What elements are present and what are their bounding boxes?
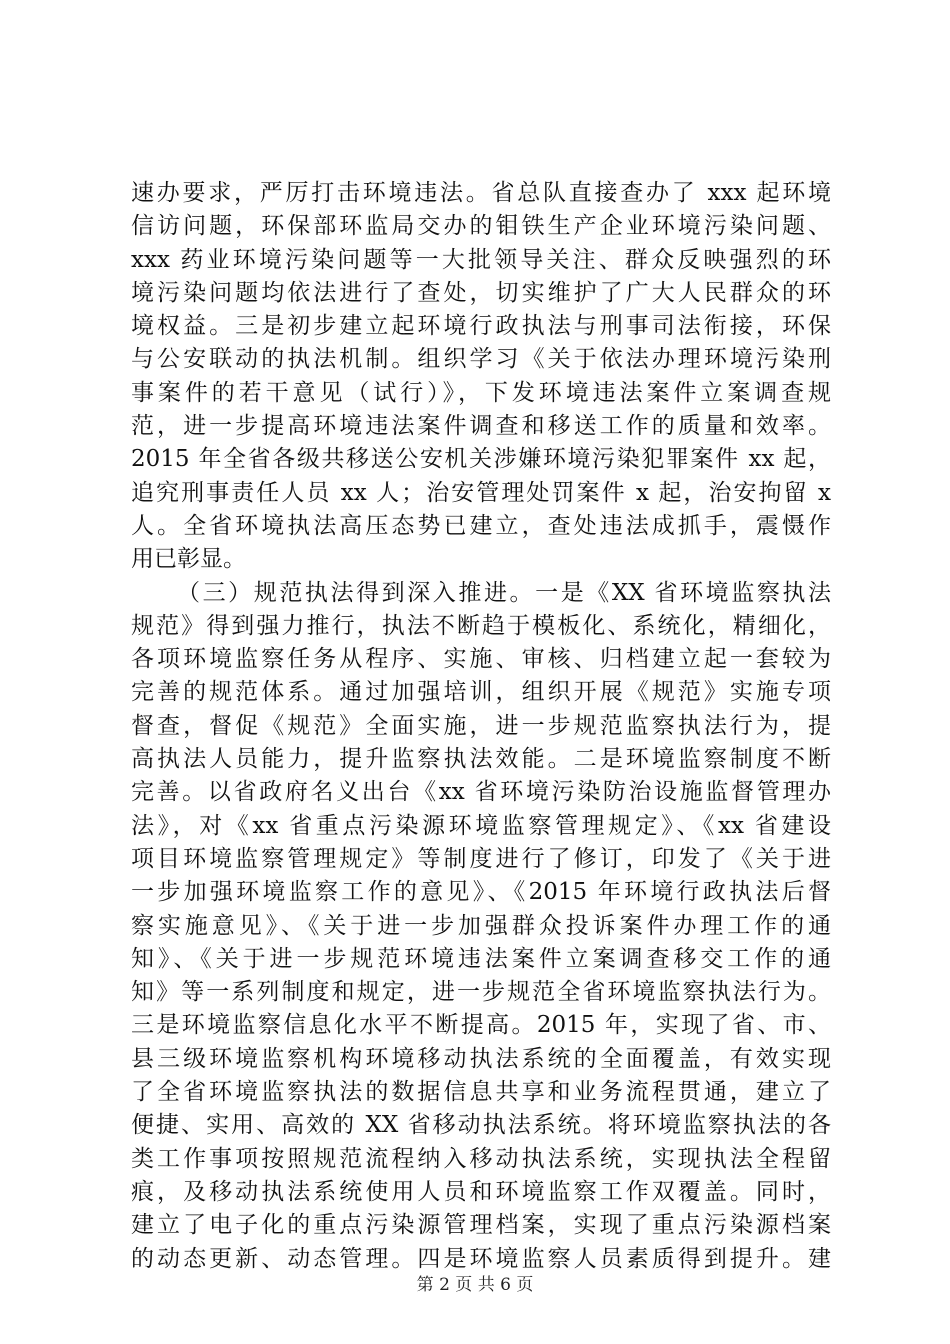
text-line: 痕，及移动执法系统使用人员和环境监察工作双覆盖。同时，: [131, 1178, 831, 1205]
text-line: 知》等一系列制度和规定，进一步规范全省环境监察执法行为。: [131, 979, 831, 1006]
text-line: 一步加强环境监察工作的意见》、《2015 年环境行政执法后督: [131, 879, 831, 906]
text-line: 速办要求，严厉打击环境违法。省总队直接查办了 xxx 起环境: [131, 180, 831, 206]
text-line: 三是环境监察信息化水平不断提高。2015 年，实现了省、市、: [131, 1012, 831, 1039]
text-line: 各项环境监察任务从程序、实施、审核、归档建立起一套较为: [131, 646, 831, 673]
text-line: 范，进一步提高环境违法案件调查和移送工作的质量和效率。: [131, 413, 831, 440]
text-line: 高执法人员能力，提升监察执法效能。二是环境监察制度不断: [131, 746, 831, 773]
text-line: 2015 年全省各级共移送公安机关涉嫌环境污染犯罪案件 xx 起，: [131, 446, 831, 473]
text-line: 法》，对《xx 省重点污染源环境监察管理规定》、《xx 省建设: [131, 812, 831, 839]
text-line: 项目环境监察管理规定》等制度进行了修订，印发了《关于进: [131, 845, 831, 872]
text-line: 追究刑事责任人员 xx 人；治安管理处罚案件 x 起，治安拘留 x: [131, 479, 831, 506]
text-line: 规范》得到强力推行，执法不断趋于模板化、系统化，精细化，: [131, 612, 831, 639]
text-line: 县三级环境监察机构环境移动执法系统的全面覆盖，有效实现: [131, 1045, 831, 1072]
page-footer: 第 2 页 共 6 页: [416, 1275, 534, 1295]
text-line: 完善。以省政府名义出台《xx 省环境污染防治设施监督管理办: [131, 779, 831, 806]
text-line: 事案件的若干意见（试行）》，下发环境违法案件立案调查规: [131, 379, 831, 406]
text-line: 建立了电子化的重点污染源管理档案，实现了重点污染源档案: [131, 1212, 831, 1239]
paragraph: [131, 177, 831, 577]
text-line: 完善的规范体系。通过加强培训，组织开展《规范》实施专项: [131, 679, 831, 706]
text-line: 的动态更新、动态管理。四是环境监察人员素质得到提升。建: [131, 1245, 831, 1272]
text-line: 信访问题，环保部环监局交办的钼铁生产企业环境污染问题、: [131, 213, 831, 240]
text-line: 境权益。三是初步建立起环境行政执法与刑事司法衔接，环保: [131, 313, 831, 340]
text-line: xxx 药业环境污染问题等一大批领导关注、群众反映强烈的环: [131, 246, 831, 273]
text-line: 境污染问题均依法进行了查处，切实维护了广大人民群众的环: [131, 279, 831, 306]
text-line: 与公安联动的执法机制。组织学习《关于依法办理环境污染刑: [131, 346, 831, 373]
text-line: 督查，督促《规范》全面实施，进一步规范监察执法行为，提: [131, 712, 831, 739]
text-line: 人。全省环境执法高压态势已建立，查处违法成抓手，震慑作: [131, 512, 831, 539]
text-line: 知》、《关于进一步规范环境违法案件立案调查移交工作的通: [131, 945, 831, 972]
text-line: 察实施意见》、《关于进一步加强群众投诉案件办理工作的通: [131, 912, 831, 939]
text-line: 用已彰显。: [131, 546, 246, 573]
text-line: （三）规范执法得到深入推进。一是《XX 省环境监察执法: [177, 579, 831, 606]
text-line: 类工作事项按照规范流程纳入移动执法系统，实现执法全程留: [131, 1145, 831, 1172]
text-line: 了全省环境监察执法的数据信息共享和业务流程贯通，建立了: [131, 1079, 831, 1106]
text-line: 便捷、实用、高效的 XX 省移动执法系统。将环境监察执法的各: [131, 1112, 831, 1139]
paragraph: [131, 577, 831, 1276]
body-text: [131, 177, 831, 1276]
